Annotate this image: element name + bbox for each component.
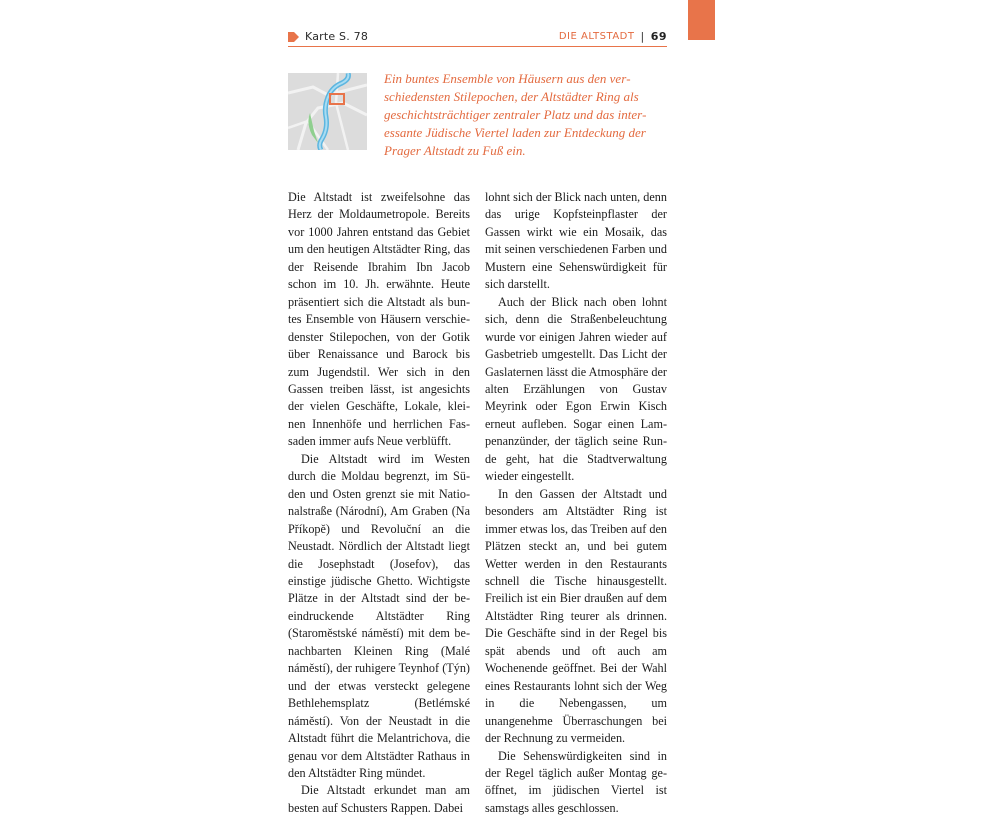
paragraph: Die Altstadt ist zweifelsohne das Herz der Moldaumetropole. Bereits vor 1000 Jahren entstand das Gebiet um den heutigen Altstädter Ring, das der Reisende Ibrahim Ibn Jacob schon im 10. Jh. erwähnte. Heute präsentiert sich die Altstadt als buntes Ensemble von Häusern verschiedenster Stilepochen, von der Gotik über Renaissance und Barock bis zum Jugendstil. Wer sich in den Gassen treiben lässt, ist angesichts der vielen Geschäfte, Lokale, kleinen Innenhöfe und herrlichen Fassaden immer aufs Neue verblüfft. bbox=[288, 189, 470, 451]
page-tab-marker bbox=[688, 0, 715, 40]
paragraph: Die Altstadt wird im Westen durch die Moldau begrenzt, im Süden und Osten grenzt sie mit Nationalstraße (Národní), Am Graben (Na Příkopě) und Revoluční an die Neustadt. Nördlich der Altstadt liegt die Josephstadt (Josefov), das einstige jüdische Ghetto. Wichtigste Plätze in der Altstadt sind der beeindruckende Altstädter Ring (Staroměstské náměstí) mit dem benachbarten Kleinen Ring (Malé náměstí), der ruhigere Teynhof (Týn) und der etwas versteckt gelegene Bethlehemsplatz (Betlémské náměstí). Von der Neustadt in die Altstadt führt die Melantrichova, die genau vor dem Altstädter Rathaus in den Altstädter Ring mündet. bbox=[288, 451, 470, 783]
paragraph: lohnt sich der Blick nach unten, denn das urige Kopfsteinpflaster der Gassen wirkt wie ein Mosaik, das mit seinen verschiedenen Farben und Mustern eine Sehenswürdigkeit für sich darstellt. bbox=[485, 189, 667, 294]
paragraph: Die Sehenswürdigkeiten sind in der Regel täglich außer Montag geöffnet, im jüdischen Viertel ist samstags alles geschlossen. bbox=[485, 748, 667, 817]
header-separator: | bbox=[640, 30, 644, 43]
header-rule bbox=[288, 46, 667, 47]
chapter-intro: Ein buntes Ensemble von Häusern aus den verschiedensten Stilepochen, der Altstädter Ring als geschichtsträchtiger zentraler Platz und das interessante Jüdische Viertel laden zur Entdeckung der Prager Altstadt zu Fuß ein. bbox=[384, 70, 669, 160]
running-head bbox=[559, 30, 667, 43]
page-number: 69 bbox=[651, 30, 667, 43]
map-reference-label: Karte S. 78 bbox=[305, 30, 368, 43]
paragraph: Die Altstadt erkundet man am besten auf Schusters Rappen. Dabei bbox=[288, 782, 470, 817]
locator-map-icon bbox=[288, 73, 367, 150]
body-column-left bbox=[288, 189, 470, 817]
paragraph: Auch der Blick nach oben lohnt sich, denn die Straßenbeleuchtung wurde vor einigen Jahren wieder auf Gasbetrieb umgestellt. Das Licht der Gaslaternen lässt die Atmosphäre der alten Erzählungen von Gustav Meyrink oder Egon Erwin Kisch erneut aufleben. Sogar einen Lampenanzünder, der täglich seine Runde geht, hat die Stadtverwaltung wieder eingestellt. bbox=[485, 294, 667, 486]
body-column-right bbox=[485, 189, 667, 817]
map-reference[interactable] bbox=[288, 30, 368, 43]
page-header bbox=[288, 28, 667, 46]
arrow-right-icon bbox=[288, 32, 299, 42]
section-title: DIE ALTSTADT bbox=[559, 31, 635, 42]
paragraph: In den Gassen der Altstadt und besonders am Altstädter Ring ist immer etwas los, das Treiben auf den Plätzen steckt an, und bei gutem Wetter werden in den Restaurants schnell die Tische hinausgestellt. Freilich ist ein Bier draußen auf dem Altstädter Ring teurer als drinnen. Die Geschäfte sind in der Regel bis spät abends und oft auch am Wochenende geöffnet. Bei der Wahl eines Restaurants lohnt sich der Weg in die Nebengassen, um unangenehme Überraschungen bei der Rechnung zu vermeiden. bbox=[485, 486, 667, 748]
